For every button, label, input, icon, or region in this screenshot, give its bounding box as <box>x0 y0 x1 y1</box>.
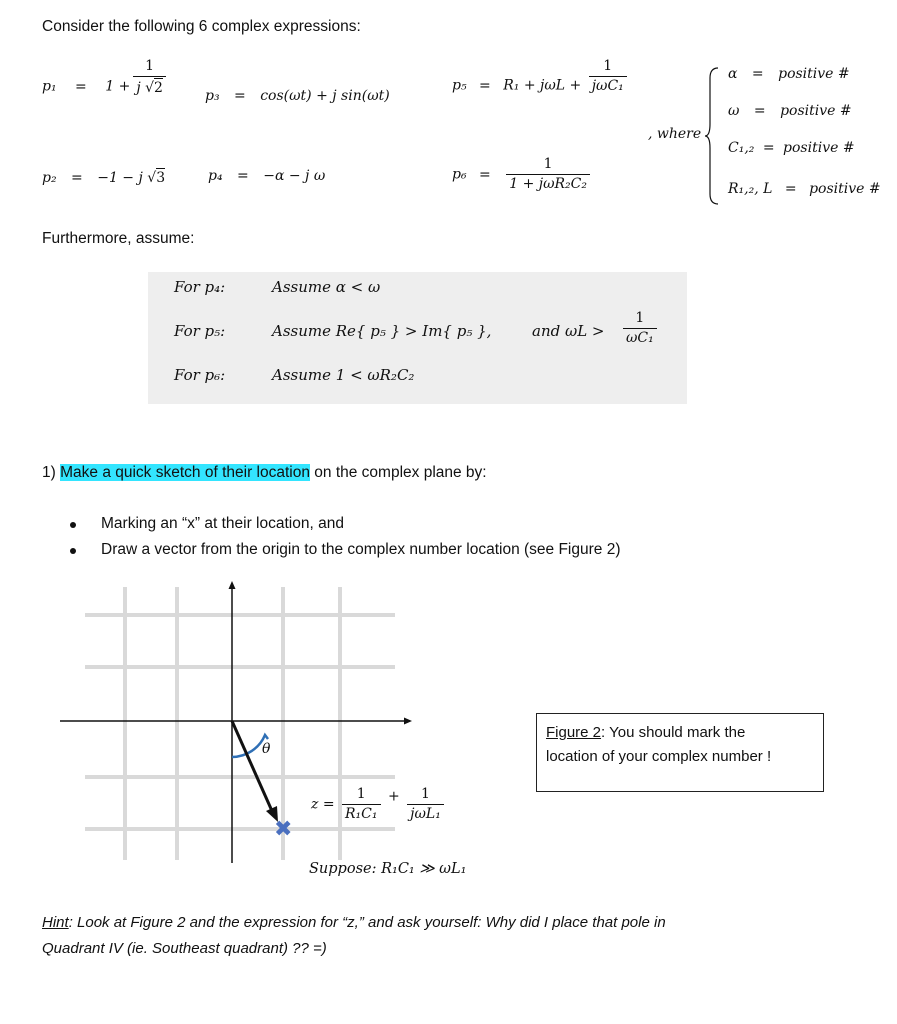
theta-label: θ <box>262 741 271 757</box>
p2-label: p₂ <box>42 170 57 186</box>
condition-lhs: α <box>728 66 738 82</box>
real-axis-arrow <box>404 718 412 725</box>
condition-eq: = <box>784 181 797 197</box>
p4-expression <box>208 168 325 184</box>
condition-eq: = <box>751 66 764 82</box>
figure-caption-line2: location of your complex number ! <box>546 748 772 765</box>
condition-lhs: C₁,₂ <box>728 140 755 156</box>
bullet-dot <box>70 548 76 554</box>
p6-eq: = <box>479 166 491 183</box>
z-term1 <box>342 786 380 823</box>
p4-label: p₄ <box>208 168 223 184</box>
condition-lhs: R₁,₂, L <box>728 181 773 197</box>
hint-label: Hint <box>42 914 69 931</box>
p1-eq: = <box>75 78 87 95</box>
condition-eq: = <box>762 140 775 156</box>
condition-row <box>728 181 881 197</box>
question-highlight: Make a quick sketch of their location <box>60 464 310 481</box>
p2-sqrt: 3 <box>156 170 166 186</box>
p2-expr: −1 − j <box>97 170 143 186</box>
hint-line1 <box>42 914 666 931</box>
condition-rhs: positive # <box>778 66 850 82</box>
figure-caption-line1 <box>546 724 745 741</box>
p3-expr: cos(ωt) + j sin(ωt) <box>260 88 390 104</box>
figure-2-link[interactable]: Figure 2 <box>546 724 602 741</box>
assumption-and-p5: and ωL > <box>532 322 605 340</box>
z-term1-den: R₁C₁ <box>342 804 380 824</box>
p5-expr: R₁ + jωL + <box>503 77 582 94</box>
p6-expression <box>452 156 593 193</box>
assumption-for-p4: For p₄: <box>174 278 226 296</box>
p5-expression <box>452 58 630 95</box>
assumption-text-p5: Assume Re{ p₅ } > Im{ p₅ }, <box>272 322 492 340</box>
assumption-fraction-p5 <box>620 310 660 347</box>
p6-denominator: 1 + jωR₂C₂ <box>506 174 590 194</box>
p6-fraction <box>506 156 590 193</box>
z-term2-den: jωL₁ <box>407 804 444 824</box>
condition-eq: = <box>753 103 766 119</box>
p3-label: p₃ <box>205 88 220 104</box>
p1-den-j: j <box>136 79 141 96</box>
p4-expr: −α − j ω <box>263 168 326 184</box>
p1-expression <box>42 58 169 97</box>
p1-numerator: 1 <box>145 58 155 74</box>
bullet-item: Marking an “x” at their location, and <box>101 515 344 532</box>
condition-rhs: positive # <box>780 103 852 119</box>
where-text: , where <box>648 126 702 142</box>
p3-expression <box>205 88 390 104</box>
condition-lhs: ω <box>728 103 740 119</box>
hint-rest: : Look at Figure 2 and the expression for “z,” and ask yourself: Why did I place that pole in <box>68 914 666 931</box>
z-expression <box>311 786 447 823</box>
hint-line2: Quadrant IV (ie. Southeast quadrant) ?? =) <box>42 940 327 957</box>
complex-plane-figure <box>50 575 490 875</box>
figure-caption-rest: : You should mark the <box>601 724 746 741</box>
intro-text: Consider the following 6 complex expressions: <box>42 18 361 35</box>
furthermore-text: Furthermore, assume: <box>42 230 195 247</box>
p2-expression: p₂ = −1 − j √3 <box>42 170 166 186</box>
assumption-frac-den: ωC₁ <box>623 328 657 348</box>
p2-eq: = <box>71 170 83 186</box>
question-number: 1) <box>42 464 56 481</box>
p1-lead: 1 + <box>105 78 131 95</box>
z-label: z = <box>311 796 335 813</box>
p5-eq: = <box>479 77 491 94</box>
condition-rhs: positive # <box>809 181 881 197</box>
p3-eq: = <box>234 88 246 104</box>
assumption-for-p6: For p₆: <box>174 366 226 384</box>
conditions-brace <box>704 66 720 206</box>
condition-row <box>728 103 852 119</box>
imaginary-axis-arrow <box>229 581 236 589</box>
p1-den-sqrt: 2 <box>154 79 163 96</box>
question-rest: on the complex plane by: <box>314 464 487 481</box>
p4-eq: = <box>237 168 249 184</box>
p1-label: p₁ <box>42 78 57 95</box>
z-term1-num: 1 <box>356 786 366 802</box>
z-marker-x-icon: ✖ <box>274 816 293 841</box>
p5-label: p₅ <box>452 77 467 94</box>
assumption-for-p5: For p₅: <box>174 322 226 340</box>
figure-caption-box <box>536 713 824 792</box>
assumption-frac <box>623 310 657 347</box>
p5-fraction <box>589 58 627 95</box>
p6-numerator: 1 <box>543 156 553 172</box>
p6-label: p₆ <box>452 166 467 183</box>
z-term2-num: 1 <box>421 786 430 802</box>
suppose-text: Suppose: R₁C₁ ≫ ωL₁ <box>309 861 467 877</box>
condition-row <box>728 66 850 82</box>
z-plus: + <box>387 788 400 805</box>
condition-row <box>728 140 855 156</box>
bullet-dot <box>70 522 76 528</box>
p5-denominator: jωC₁ <box>589 76 627 96</box>
bullet-item: Draw a vector from the origin to the complex number location (see Figure 2) <box>101 541 621 558</box>
assumption-text-p6: Assume 1 < ωR₂C₂ <box>272 366 415 384</box>
question-1 <box>42 464 487 482</box>
condition-rhs: positive # <box>783 140 855 156</box>
p1-fraction <box>133 58 166 97</box>
assumption-text-p4: Assume α < ω <box>272 278 381 296</box>
p1-denominator: j √2 <box>133 76 166 98</box>
p5-numerator: 1 <box>603 58 613 74</box>
z-term2 <box>407 786 444 823</box>
assumption-frac-num: 1 <box>635 310 645 326</box>
